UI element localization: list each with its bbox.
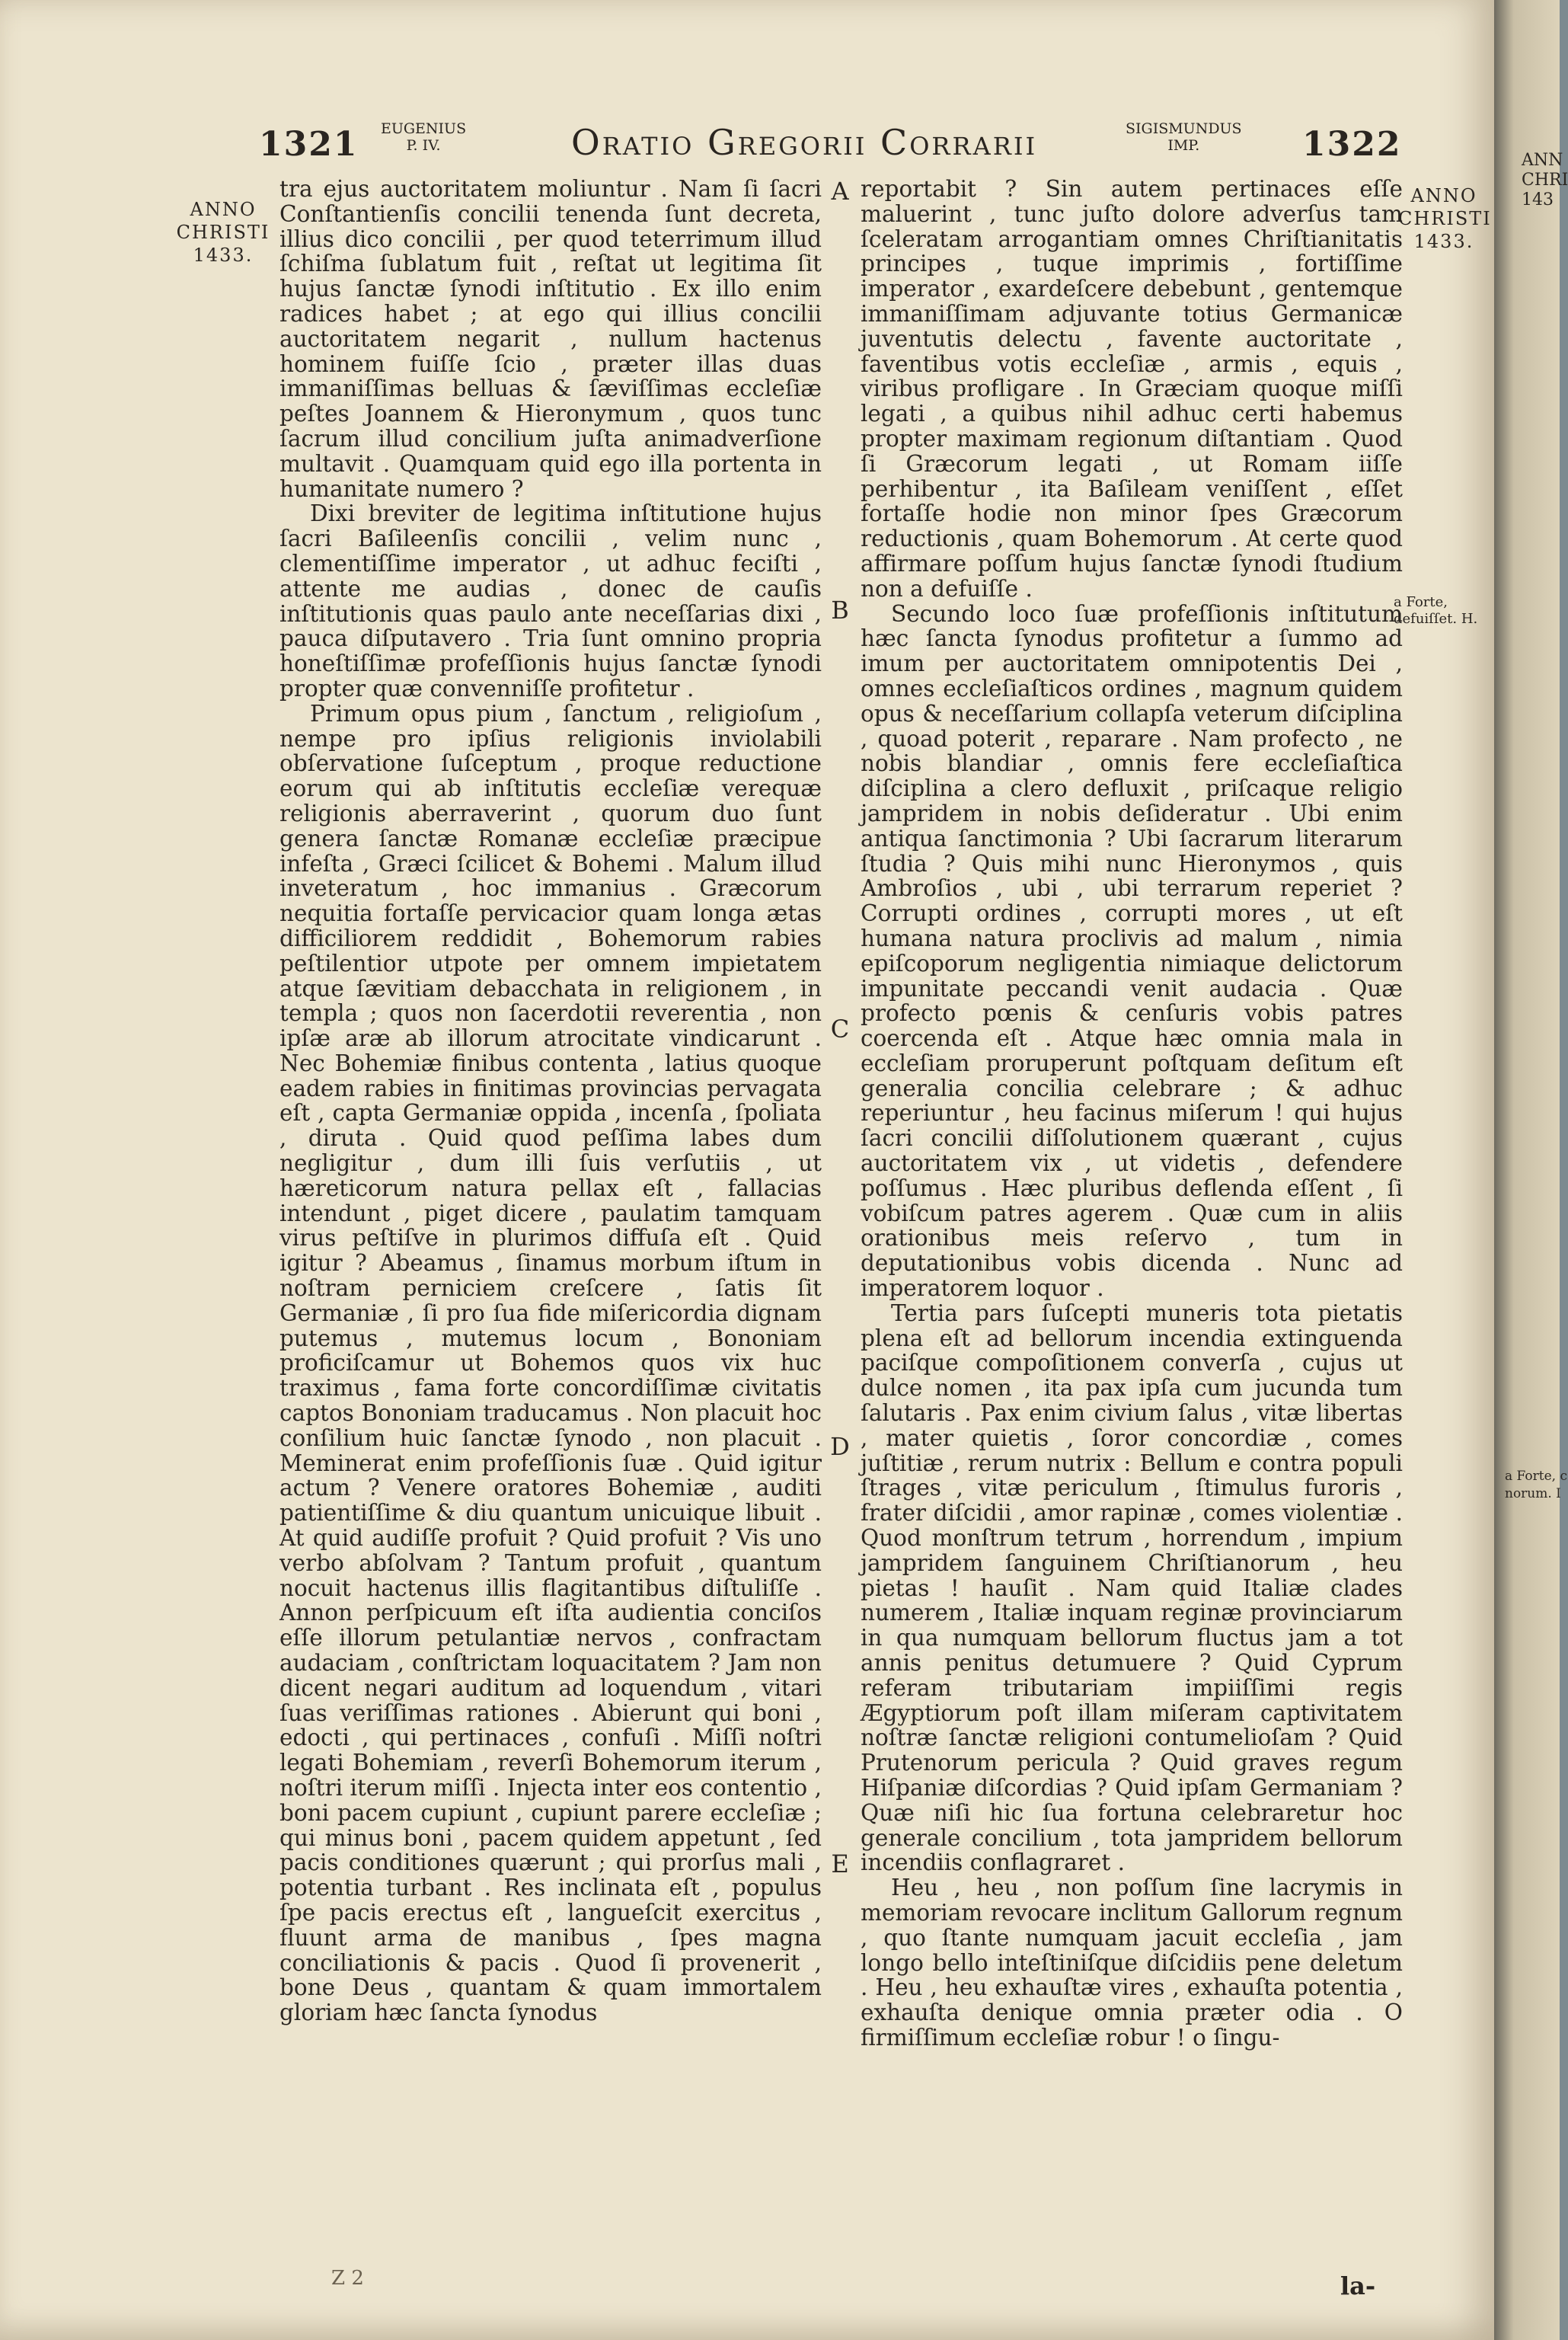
- ruler-left-title: P. IV.: [406, 137, 441, 154]
- right-column: [861, 177, 1403, 2051]
- margin-year-right: [1398, 184, 1490, 253]
- margin-year-left: [174, 198, 273, 267]
- section-letter-c: C: [830, 1015, 850, 1044]
- section-letter-a: A: [831, 177, 849, 206]
- ruler-left-name: EUGENIUS: [381, 120, 467, 137]
- ruler-left: [381, 120, 466, 154]
- margin-anno: ANNO: [1410, 185, 1477, 206]
- running-header: [0, 114, 1494, 175]
- margin-year: 1433.: [193, 245, 254, 266]
- section-letter-d: D: [830, 1432, 850, 1461]
- paragraph: Heu , heu , non poſſum ſine lacrymis in memoriam revocare inclitum Gallorum regnum , quo ſtante numquam jacuit eccleſia , jam longo bello inteſtiniſque diſcidiis pene deletum . Heu , heu exhauſtæ vires , exhauſta potentia , exhauſta denique omnia præter odia . O firmiſſimum eccleſiæ robur ! o ſingu-: [861, 1875, 1403, 2051]
- ruler-right: [1126, 120, 1242, 154]
- ruler-right-name: SIGISMUNDUS: [1126, 120, 1242, 137]
- margin-christi: CHRISTI: [1398, 208, 1492, 229]
- margin-footnote: a Forte, defuiſſet. H.: [1394, 594, 1478, 627]
- page-number-left: 1321: [259, 125, 359, 164]
- next-margin-christi: CHRI: [1522, 171, 1568, 190]
- next-margin-year: 143: [1522, 190, 1554, 209]
- paragraph: Primum opus pium , ſanctum , religioſum , nempe pro ipſius religionis inviolabili obſervatione ſuſceptum , proque reductione eorum qui ab inſtitutis eccleſiæ verequæ religionis aberraverint , quorum duo ſunt genera ſanctæ Romanæ eccleſiæ præcipue infeſta , Græci ſcilicet & Bohemi . Malum illud inveteratum , hoc immanius . Græcorum nequitia fortaſſe pervicacior quam longa ætas difficiliorem reddidit , Bohemorum rabies peſtilentior utpote per omnem impietatem atque ſævitiam debacchata in religionem , in templa ; quos non ſacerdotii reverentia , non ipſæ aræ ab illorum atrocitate vindicarunt . Nec Bohemiæ finibus contenta , latius quoque eadem rabies in finitimas provincias pervagata eſt , capta Germaniæ oppida , incenſa , ſpoliata , diruta . Quid quod peſſima labes dum negligitur , dum illi ſuis verſutiis , ut hæreticorum natura pellax eſt , fallacias intendunt , piget dicere , paulatim tamquam virus peſtiſve in plurimos diffuſa eſt . Quid igitur ? Abeamus , ſinamus morbum iſtum in noſtram perniciem creſcere , ſatis ſit Germaniæ , ſi pro ſua fide miſericordia dignam putemus , mutemus locum , Bononiam proficiſcamur ut Bohemos quos vix huc traximus , fama forte concordiſſimæ civitatis captos Bononiam traducamus . Non placuit hoc conſilium huic ſanctæ ſynodo , non placuit . Meminerat enim profeſſionis ſuæ . Quid igitur actum ? Venere oratores Bohemiæ , auditi patientiſſime & diu quantum unicuique libuit . At quid audiſſe profuit ? Quid profuit ? Vis uno verbo abſolvam ? Tantum profuit , quantum nocuit hactenus illis flagitantibus diſtuliſſe . Annon perſpicuum eſt iſta audientia conciſos eſſe illorum petulantiæ nervos , confractam audaciam , conſtrictam loquacitatem ? Jam non dicent negari auditum ad loquendum , vitari ſuas veriſſimas rationes . Abierunt qui boni , edocti , qui pertinaces , confuſi . Miſſi noſtri legati Bohemiam , reverſi Bohemorum iterum , noſtri iterum miſſi . Injecta inter eos contentio , boni pacem cupiunt , cupiunt parere eccleſiæ ; qui minus boni , pacem quidem appetunt , ſed pacis conditiones quærunt ; qui prorſus mali , potentia turbant . Res inclinata eſt , populus ſpe pacis erectus eſt , langueſcit exercitus , fluunt arma de manibus , ſpes magna conciliationis & pacis . Quod ſi provenerit , bone Deus , quantam & quam immortalem gloriam hæc ſancta ſynodus: [279, 700, 822, 2026]
- page-number-right: 1322: [1302, 125, 1402, 164]
- paragraph: Tertia pars ſuſcepti muneris tota pietatis plena eſt ad bellorum incendia extinguenda paciſque compoſitionem converſa , cujus ut dulce nomen , ita pax ipſa cum jucunda tum ſalutaris . Pax enim civium ſalus , vitæ libertas , mater quietis , ſoror concordiæ , comes juſtitiæ , rerum nutrix : Bellum e contra populi ſtrages , vitæ periculum , ſtimulus furoris , frater diſcidii , amor rapinæ , comes violentiæ . Quod monſtrum tetrum , horrendum , impium jampridem ſanguinem Chriſtianorum , heu pietas ! hauſit . Nam quid Italiæ clades numerem , Italiæ inquam reginæ provinciarum in qua numquam bellorum fluctus jam a tot annis penitus detumuere ? Quid Cyprum referam tributariam impiiſſimi regis Ægyptiorum poſt illam miſeram captivitatem noſtræ ſanctæ religioni contumelioſam ? Quid Prutenorum pericula ? Quid graves regum Hiſpaniæ diſcordias ? Quid ipſam Germaniam ? Quæ niſi hic ſua fortuna celebraretur hoc generale concilium , tota jampridem bellorum incendiis conflagraret .: [861, 1299, 1403, 1876]
- next-footnote-line1: a Forte, c: [1505, 1469, 1567, 1484]
- next-margin-anno: ANN: [1522, 151, 1563, 170]
- left-column: [279, 177, 822, 2025]
- page-title: Oratio Gregorii Corrarii: [571, 122, 1038, 163]
- signature-mark: Z 2: [331, 2267, 364, 2290]
- catchword: la-: [1340, 2271, 1376, 2300]
- next-footnote-line2: norum. I: [1505, 1486, 1561, 1501]
- paragraph: tra ejus auctoritatem moliuntur . Nam ſi ſacri Conſtantienſis concilii tenenda ſunt decreta, illius dico concilii , per quod teterrimum illud ſchiſma ſublatum fuit , reſtat ut legitima ſit hujus ſanctæ ſynodi inſtitutio . Ex illo enim radices habet ; at ego qui illius concilii auctoritatem negarit , nullum hactenus hominem fuiſſe ſcio , præter illas duas immaniſſimas belluas & ſæviſſimas eccleſiæ peſtes Joannem & Hieronymum , quos tunc ſacrum illud concilium juſta animadverſione multavit . Quamquam quid ego illa portenta in humanitate numero ?: [279, 176, 822, 502]
- margin-year: 1433.: [1413, 231, 1474, 252]
- ruler-right-title: IMP.: [1167, 137, 1200, 154]
- margin-anno: ANNO: [190, 199, 257, 220]
- next-page-edge: [1494, 0, 1568, 2340]
- paragraph: Secundo loco ſuæ profeſſionis inſtitutum hæc ſancta ſynodus profitetur a ſummo ad imum per auctoritatem omnipotentis Dei , omnes eccleſiaſticos ordines , magnum quidem opus & neceſſarium collapſa veterum diſciplina , quoad poterit , reparare . Nam profecto , ne nobis blandiar , omnis fere eccleſiaſtica diſciplina a clero defluxit , priſcaque religio jampridem in nobis deſideratur . Ubi enim antiqua ſanctimonia ? Ubi ſacrarum literarum ſtudia ? Quis mihi nunc Hieronymos , quis Ambroſios , ubi , ubi terrarum reperiet ? Corrupti ordines , corrupti mores , ut eſt humana natura proclivis ad malum , nimia epiſcoporum negligentia nimiaque delictorum impunitate peccandi venit audacia . Quæ profecto pœnis & cenſuris vobis patres coercenda eſt . Atque hæc omnia mala in eccleſiam proruperunt poſtquam deſitum eſt generalia concilia celebrare ; & adhuc reperiuntur , heu facinus miſerum ! qui hujus ſacri concilii diſſolutionem quærant , cujus auctoritatem vix , ut videtis , defendere poſſumus . Hæc pluribus deflenda eſſent , ſi vobiſcum patres agerem . Quæ cum in aliis orationibus meis reſervo , tum in deputationibus vobis dicenda . Nunc ad imperatorem loquor .: [861, 600, 1403, 1302]
- section-letter-e: E: [831, 1849, 849, 1878]
- paragraph: Dixi breviter de legitima inſtitutione hujus ſacri Baſileenſis concilii , velim nunc , clementiſſime imperator , ut adhuc feciſti , attente me audias , donec de cauſis inſtitutionis quas paulo ante neceſſarias dixi , pauca diſputavero . Tria ſunt omnino propria honeſtiſſimæ profeſſionis hujus ſanctæ ſynodi propter quæ convenniſſe profitetur .: [279, 500, 822, 702]
- section-letter-b: B: [831, 596, 849, 625]
- paragraph: reportabit ? Sin autem pertinaces eſſe maluerint , tunc juſto dolore adverſus tam ſceleratam arrogantiam omnes Chriſtianitatis principes , tuque imprimis , fortiſſime imperator , exardeſcere debebunt , gentemque immaniſſimam adjuvante totius Germanicæ juventutis delectu , favente auctoritate , faventibus votis eccleſiæ , armis , equis , viribus profligare . In Græciam quoque miſſi legati , a quibus nihil adhuc certi habemus propter maximam regionum diſtantiam . Quod ſi Græcorum legati , ut Romam iiſſe perhibentur , ita Baſileam veniſſent , eſſet fortaſſe hodie non minor ſpes Græcorum reductionis , quam Bohemorum . At certe quod affirmare poſſum hujus ſanctæ ſynodi ſtudium non a defuiſſe .: [861, 176, 1403, 602]
- margin-christi: CHRISTI: [176, 222, 270, 243]
